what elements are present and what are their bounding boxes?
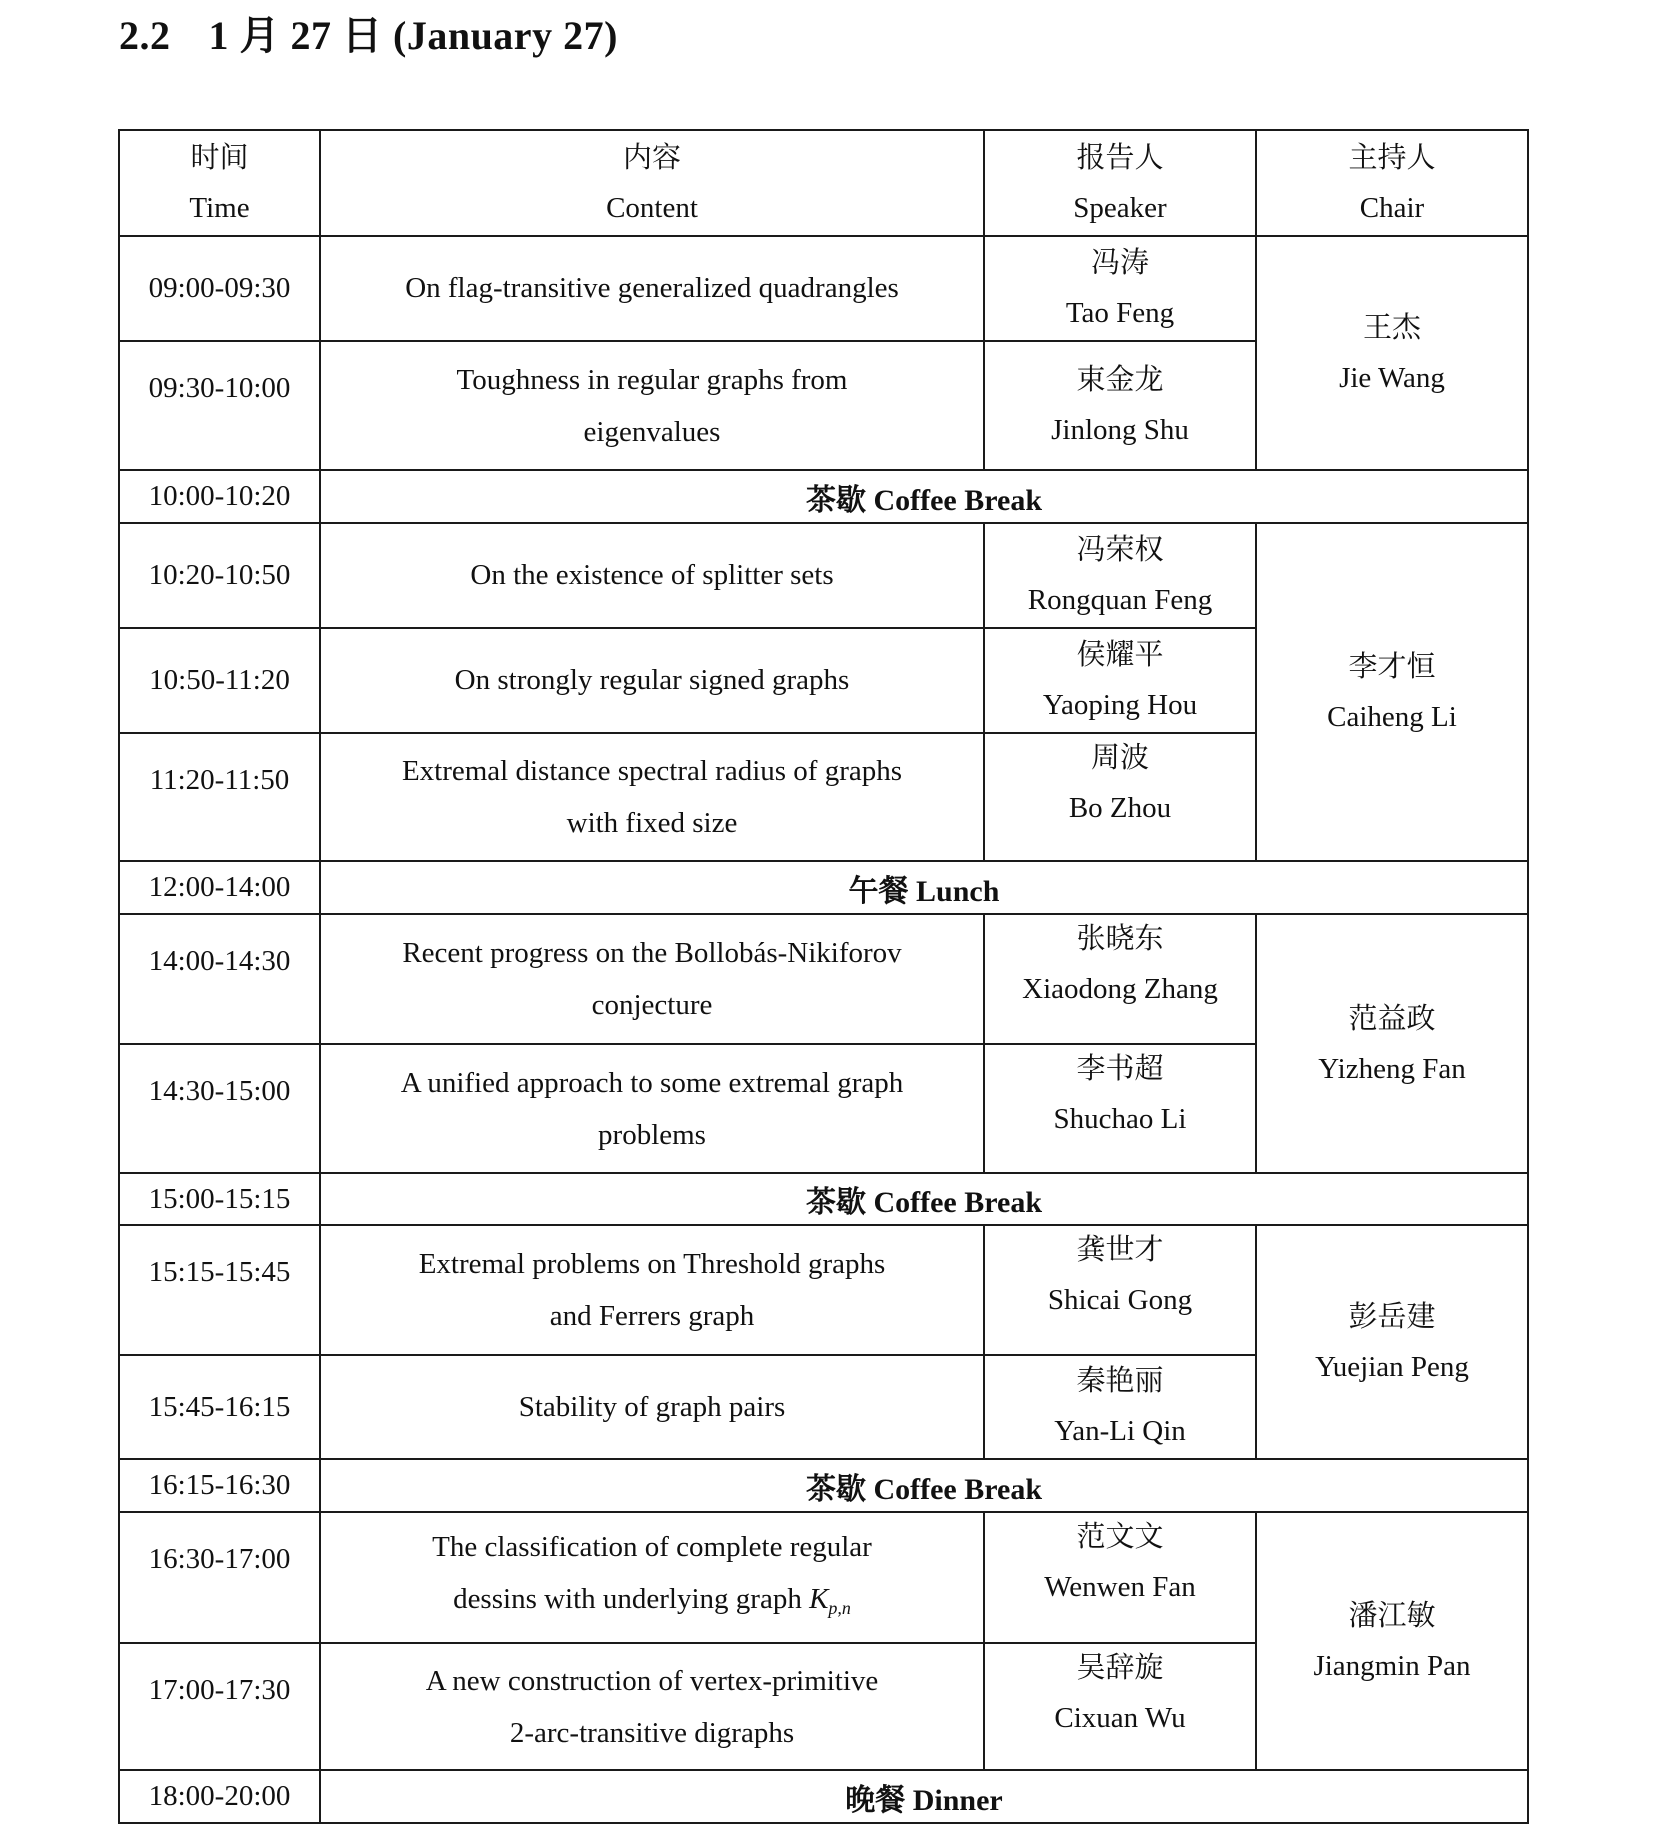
time-cell: 10:20-10:50: [119, 523, 320, 628]
table-header-row: [119, 130, 1528, 236]
time-cell: 15:00-15:15: [119, 1173, 320, 1225]
section-number: 2.2: [119, 13, 171, 58]
chair-cell: 潘江敏 Jiangmin Pan: [1256, 1512, 1528, 1770]
content-cell: Recent progress on the Bollobás-Nikiforov conjecture: [320, 914, 984, 1044]
content-cell: The classification of complete regular dessins with underlying graph $K_{p,n}$: [320, 1512, 984, 1643]
header-speaker: 报告人 Speaker: [984, 130, 1256, 236]
time-cell: 15:15-15:45: [119, 1225, 320, 1355]
content-cell: Extremal problems on Threshold graphs and Ferrers graph: [320, 1225, 984, 1355]
content-cell: Toughness in regular graphs from eigenvalues: [320, 341, 984, 470]
time-cell: 18:00-20:00: [119, 1770, 320, 1823]
time-cell: 17:00-17:30: [119, 1643, 320, 1770]
time-cell: 14:30-15:00: [119, 1044, 320, 1173]
section-title: [119, 8, 618, 64]
schedule-table: [118, 129, 1529, 1824]
time-cell: 16:30-17:00: [119, 1512, 320, 1643]
header-time: 时间 Time: [119, 130, 320, 236]
chair-cell: 彭岳建 Yuejian Peng: [1256, 1225, 1528, 1459]
speaker-cell: 李书超 Shuchao Li: [984, 1044, 1256, 1173]
content-cell: Stability of graph pairs: [320, 1355, 984, 1459]
content-cell: On flag-transitive generalized quadrangles: [320, 236, 984, 341]
content-cell: On strongly regular signed graphs: [320, 628, 984, 733]
break-label: 茶歇 Coffee Break: [320, 1459, 1528, 1512]
table-row: [119, 1225, 1528, 1355]
chair-cell: 王杰 Jie Wang: [1256, 236, 1528, 470]
speaker-cell: 冯荣权 Rongquan Feng: [984, 523, 1256, 628]
time-cell: 14:00-14:30: [119, 914, 320, 1044]
speaker-cell: 张晓东 Xiaodong Zhang: [984, 914, 1256, 1044]
break-label: 茶歇 Coffee Break: [320, 470, 1528, 523]
time-cell: 10:50-11:20: [119, 628, 320, 733]
time-cell: 09:00-09:30: [119, 236, 320, 341]
speaker-cell: 吴辞旋 Cixuan Wu: [984, 1643, 1256, 1770]
speaker-cell: 束金龙 Jinlong Shu: [984, 341, 1256, 470]
section-date-title: 1 月 27 日 (January 27): [208, 13, 618, 58]
break-label: 午餐 Lunch: [320, 861, 1528, 914]
speaker-cell: 冯涛 Tao Feng: [984, 236, 1256, 341]
time-cell: 11:20-11:50: [119, 733, 320, 861]
break-label: 晚餐 Dinner: [320, 1770, 1528, 1823]
header-content: 内容 Content: [320, 130, 984, 236]
break-row: [119, 470, 1528, 523]
content-cell: On the existence of splitter sets: [320, 523, 984, 628]
table-row: [119, 523, 1528, 628]
table-row: [119, 914, 1528, 1044]
speaker-cell: 侯耀平 Yaoping Hou: [984, 628, 1256, 733]
time-cell: 15:45-16:15: [119, 1355, 320, 1459]
time-cell: 16:15-16:30: [119, 1459, 320, 1512]
break-label: 茶歇 Coffee Break: [320, 1173, 1528, 1225]
content-cell: A unified approach to some extremal graph problems: [320, 1044, 984, 1173]
time-cell: 09:30-10:00: [119, 341, 320, 470]
speaker-cell: 周波 Bo Zhou: [984, 733, 1256, 861]
chair-cell: 李才恒 Caiheng Li: [1256, 523, 1528, 861]
content-cell: Extremal distance spectral radius of graphs with fixed size: [320, 733, 984, 861]
table-row: [119, 1512, 1528, 1643]
speaker-cell: 秦艳丽 Yan-Li Qin: [984, 1355, 1256, 1459]
content-cell: A new construction of vertex-primitive 2-arc-transitive digraphs: [320, 1643, 984, 1770]
speaker-cell: 范文文 Wenwen Fan: [984, 1512, 1256, 1643]
speaker-cell: 龚世才 Shicai Gong: [984, 1225, 1256, 1355]
math-k-pn: $K_{p,n}$: [809, 1583, 851, 1618]
header-chair: 主持人 Chair: [1256, 130, 1528, 236]
break-row: [119, 1770, 1528, 1823]
break-row: [119, 1173, 1528, 1225]
time-cell: 12:00-14:00: [119, 861, 320, 914]
time-cell: 10:00-10:20: [119, 470, 320, 523]
chair-cell: 范益政 Yizheng Fan: [1256, 914, 1528, 1173]
break-row: [119, 1459, 1528, 1512]
table-row: [119, 236, 1528, 341]
break-row: [119, 861, 1528, 914]
